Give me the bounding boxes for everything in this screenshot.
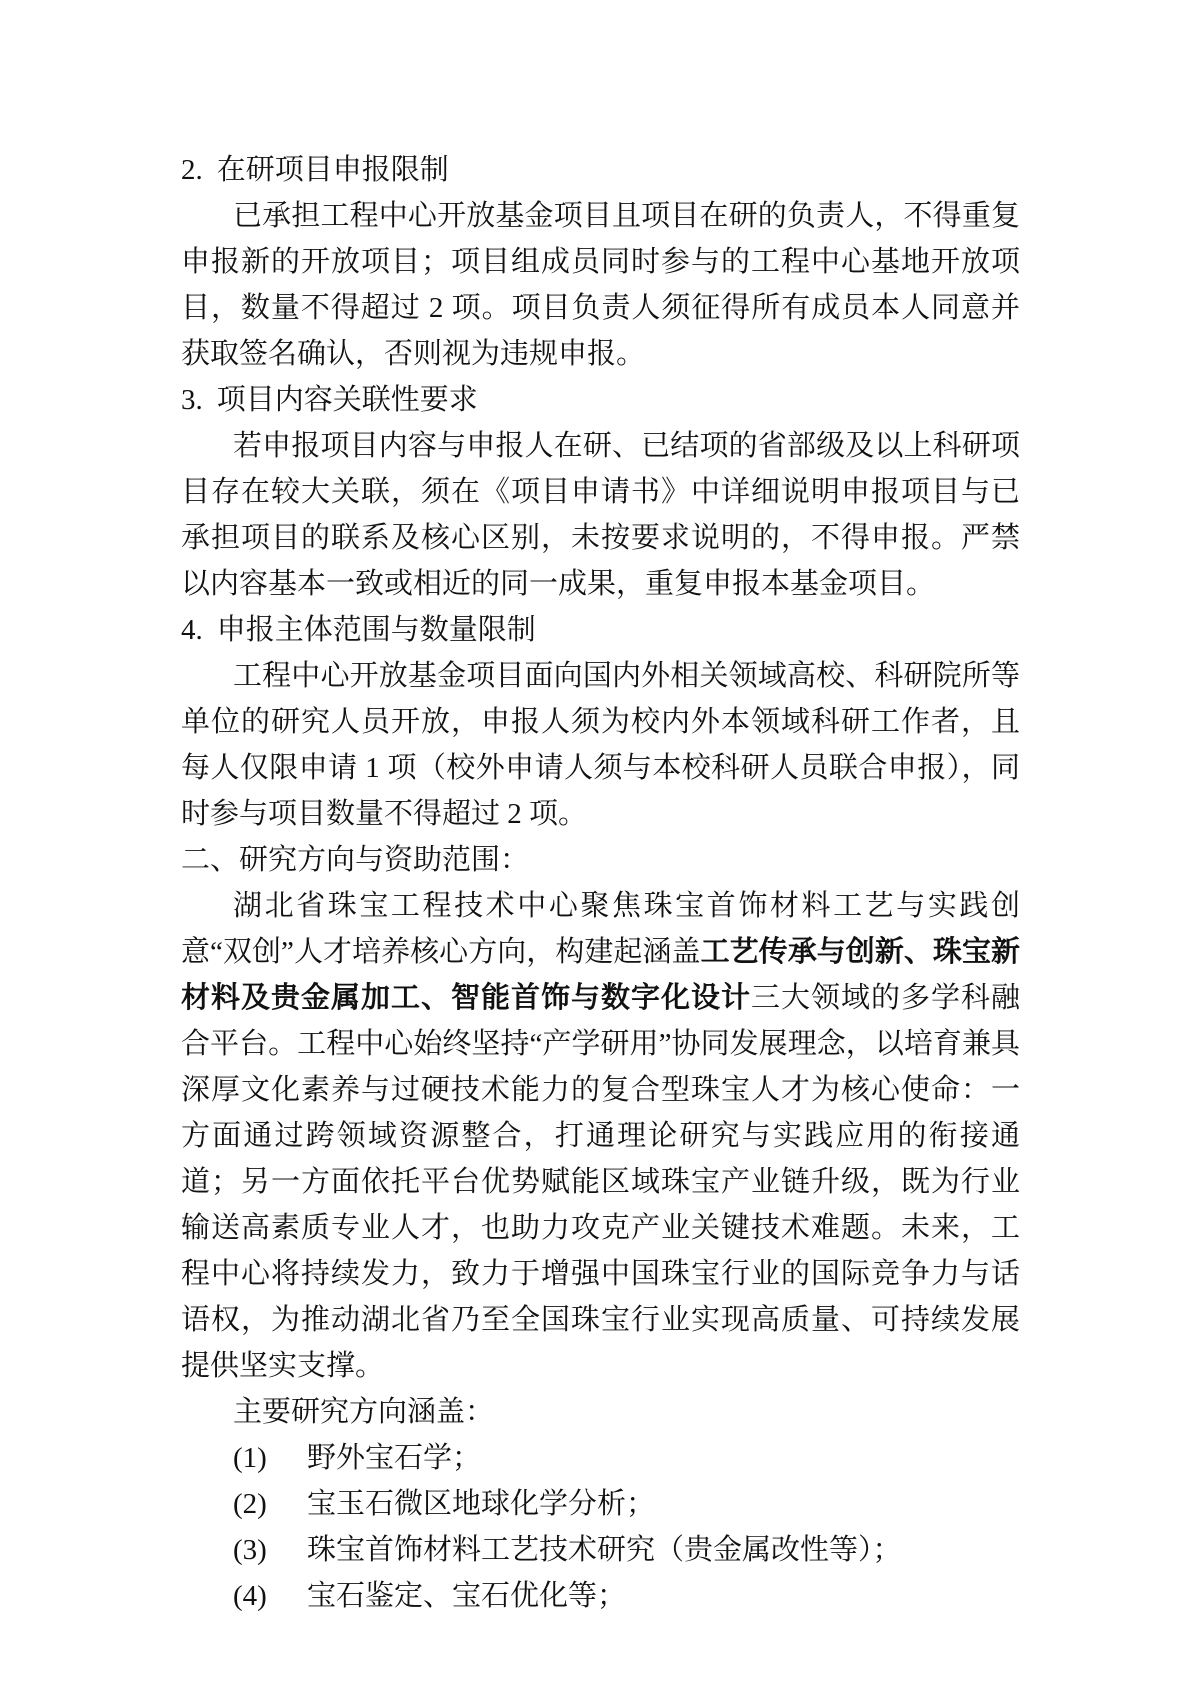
direction-item [181,1573,1020,1619]
section-heading-3 [181,377,1020,423]
section-body-4: 工程中心开放基金项目面向国内外相关领域高校、科研院所等单位的研究人员开放，申报人须为校内外本领域科研工作者，且每人仅限申请 1 项（校外申请人须与本校科研人员联合申报），同时参与项目数量不得超过 2 项。 [181,660,1020,830]
directions-lead: 主要研究方向涵盖： [233,1396,495,1428]
direction-number: (4) [233,1580,267,1612]
section-body-2: 已承担工程中心开放基金项目且项目在研的负责人，不得重复申报新的开放项目；项目组成员同时参与的工程中心基地开放项目，数量不得超过 2 项。项目负责人须征得所有成员本人同意并获取签名确认，否则视为违规申报。 [181,200,1020,370]
direction-text: 珠宝首饰材料工艺技术研究（贵金属改性等）； [307,1534,902,1566]
directions-list [181,1435,1020,1619]
intro-run-normal: 湖北省珠宝工程技术中心聚焦珠宝首饰材料工艺与实践创意“双创”人才培养核心方向，构建起涵盖 [181,890,1020,968]
direction-item [181,1435,1020,1481]
direction-text: 野外宝石学； [307,1442,482,1474]
section-heading-2 [181,147,1020,193]
part2-heading: 二、研究方向与资助范围： [181,844,530,876]
direction-item [181,1481,1020,1527]
direction-number: (1) [233,1442,267,1474]
section-title: 项目内容关联性要求 [216,384,478,416]
section-number: 4. [181,614,203,646]
direction-text: 宝石鉴定、宝石优化等； [307,1580,627,1612]
part2-intro-paragraph [181,883,1020,1389]
section-title: 申报主体范围与数量限制 [216,614,536,646]
section-number: 3. [181,384,203,416]
direction-number: (3) [233,1534,267,1566]
section-body-3: 若申报项目内容与申报人在研、已结项的省部级及以上科研项目存在较大关联，须在《项目申请书》中详细说明申报项目与已承担项目的联系及核心区别，未按要求说明的，不得申报。严禁以内容基本一致或相近的同一成果，重复申报本基金项目。 [181,430,1020,600]
direction-item [181,1527,1020,1573]
section-heading-4 [181,607,1020,653]
direction-number: (2) [233,1488,267,1520]
section-number: 2. [181,154,203,186]
direction-text: 宝玉石微区地球化学分析； [307,1488,656,1520]
intro-run-normal: 三大领域的多学科融合平台。工程中心始终坚持“产学研用”协同发展理念，以培育兼具深厚文化素养与过硬技术能力的复合型珠宝人才为核心使命：一方面通过跨领域资源整合，打通理论研究与实践应用的衔接通道；另一方面依托平台优势赋能区域珠宝产业链升级，既为行业输送高素质专业人才，也助力攻克产业关键技术难题。未来，工程中心将持续发力，致力于增强中国珠宝行业的国际竞争力与话语权，为推动湖北省乃至全国珠宝行业实现高质量、可持续发展提供坚实支撑。 [181,982,1020,1382]
section-title: 在研项目申报限制 [216,154,449,186]
intro-run-bold: 工艺传承与创新、珠宝新材料及贵金属加工、智能首饰与数字化设计 [181,936,1020,1014]
